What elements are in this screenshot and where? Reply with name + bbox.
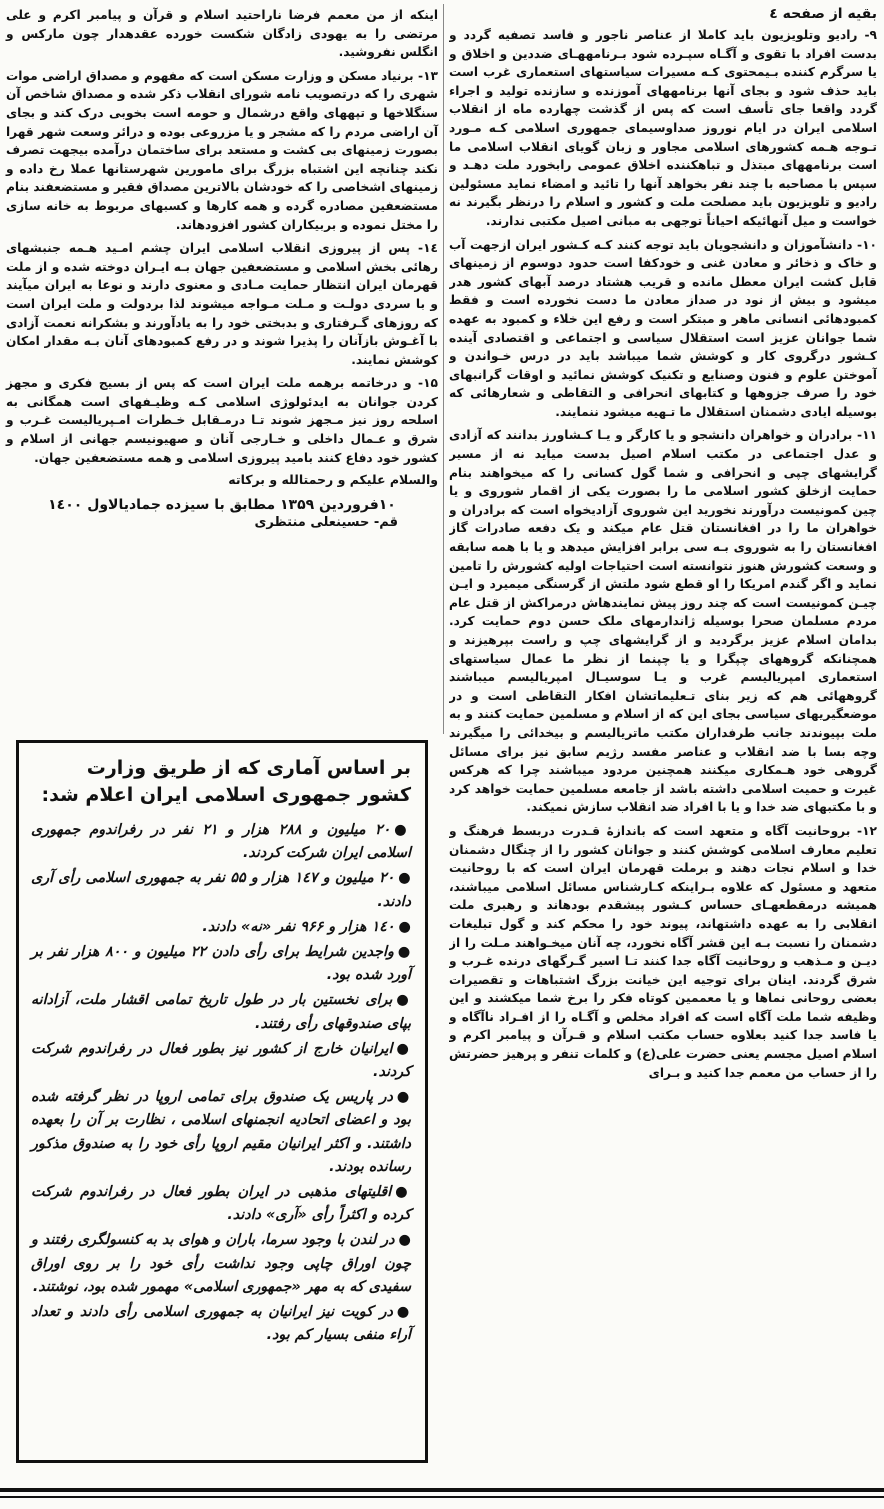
- article-paragraph: ۱۱- برادران و خواهران دانشجو و یا کارگر و یـا کـشاورز بدانند که آزادی و عدل اجتماعی در مکتب اسلام اصیل بدست میاید نه از مسیر گرایشهای چپی و انحرافی و شما گول کسانی را که میخواهند بنام حمایت ازخلق کشور اسلامی ما را بصورت یکی از اقمار شوروی و یا چین کمونیست درآورند نخورید این شوروی آزادیخواه است که برادران و خواهران ما را در افغانستان قتل عام میکند و یک دفعه صادرات گاز افغانستان را به شوروی بـه سی برابر افزایش میدهد و یا با همه سابقه و وسعت کشورش هنوز نتوانسته است احتیاجات اولیه کشورش را تامین نماید و اگر گندم امریکا را او قطع شود ملتش از گرسنگی میمیرد و ایـن چیـن کمونیست است که چند روز پیش نمایندهاش درمراکش از قتل عام مردم مسلمان صحرا بوسیله ژاندارمهای ملک حسن دوم حمایت کرد. بدامان اسلام عزیز برگردید و از گرایشهای چپ و راست بپرهیزند و همچنانکه گروههای چپگرا و یا چپنما از نظر ما عمال سیاستهای استعماری امپریالیسم غرب و یـا سوسیـال امپریالیسم میباشند گروههائی هم که زیر بنای تـعلیماتشان افکار التقاطی است و در موضعگیریهای سیاسی بجای این که از اسلام و مسلمین حمایت کنند و به ملت بپیوندند جانب طرفداران مکتب ماتریالیسم و بیخدائی را میگیرند وچه بسا با ضد انقلاب و عناصر مفسد رژیم سابق نیز برای مسائل گروهی خود هـمکاری میکنند همچنین مردود میباشند چرا که هرکس غیرت و حمیت اسلامی داشته باشد از جامعه مسلمین حمایت خواهد کرد و با مکتبهای ضد خدا و یا با افراد ضد انقلاب سازش نمیکند.: [449, 428, 877, 815]
- bottom-rule-thick: [0, 1488, 884, 1492]
- bullet-icon: ●: [396, 1089, 411, 1106]
- bullet-icon: ●: [394, 822, 412, 838]
- bullet-icon: ●: [397, 944, 411, 961]
- article-paragraph: اینکه از من معمم فرضا ناراحتید اسلام و قرآن و پیامبر اکرم و علی مرتضی را به یهودی زادگان شکست خورده عقدهدار چون مارکس و انگلس نفروشید.: [6, 8, 438, 60]
- statistic-item: ●۱٤۰ هزار و ۹۶۶ نفر «نه» دادند.: [202, 918, 411, 935]
- date-line: ۱۰فروردین ۱۳۵۹ مطابق با سیزده جمادیالاول ۱٤۰۰: [48, 497, 396, 514]
- right-column: [449, 6, 877, 1476]
- bullet-icon: ●: [396, 992, 412, 1009]
- statistic-item: ●در لندن با وجود سرما، باران و هوای بد به کنسولگری رفتند و چون اوراق چاپی وجود نداشت رأی خود را بر روی اوراق سفیدی که به مهر «جمهوری اسلامی» مهمور شده بود، نوشتند.: [31, 1232, 411, 1295]
- statistics-list: [31, 819, 411, 1347]
- bullet-icon: ●: [398, 870, 411, 887]
- article-paragraph: ۹- رادیو وتلویزیون باید کاملا از عناصر ناجور و فاسد تصفیه گردد و بدست افراد با تقوی و آگـاه سپـرده شود بـرنامههـای ضددین و اخلاق و یا سرگرم کننده بـیمحتوی کـه مسیرات سیاستهای استعماری غرب است باید حذف شود و بجای آنها برنامههای آموزنده و سازنده تولید و اجراء گردد واقعا جای تأسف است که پس از گذشت چهارده ماه از انقلاب اسلامی ایران در ایام نوروز صداوسیمای جمهوری اسلامی کـه مـورد تـوجه هـمه کشورهای اسلامی مجاور و زبان گویای انقلاب اسلامی ما است برنامههای مبتذل و تباهکننده اخلاق عمومی رابخورد ملت دهـد و سپس با مصاحبه با چند نفر بخواهد آنها را تائید و امضاء نماید مسئولین رادیو و تلویزیون باید مصلحت ملت و کشور و اسلام را درنظر بگیرند نه خواست و میل آنهائیکه احیاناً توجهی به مبانی اصیل مکتبی ندارند.: [449, 28, 877, 228]
- statistic-item: ●اقلیتهای مذهبی در ایران بطور فعال در رفراندوم شرکت کرده و اکثراً رأی «آری» دادند.: [31, 1184, 411, 1224]
- bullet-icon: ●: [398, 918, 411, 935]
- article-paragraph: ۱٤- پس از پیروزی انقلاب اسلامی ایران چشم امـید هـمه جنبشهای رهائی بخش اسلامی و مستضعفین جهان بـه ایـران دوخته شده و از ملت قهرمان ایران انتظار حمایت مـادی و معنوی دارند و نوعا به ایران میآیند و با سردی دولـت و مـلت مـواجه میشوند لذا بردولت و ملت ایران است که روزهای گـرفتاری و بدبختی خود را به یادآورند و بشکرانه نعمت آزادی با آغـوش بازآنان را پذیرا شوند و در رفع کمبودهای آنان بـه مقدار امکان کوشش نمایند.: [6, 241, 438, 367]
- continuation-heading: بقیه از صفحه ٤: [769, 6, 877, 22]
- statistic-item: ●در کویت نیز ایرانیان به جمهوری اسلامی رأی دادند و تعداد آراء منفی بسیار کم بود.: [31, 1304, 411, 1344]
- statistics-box-title: بر اساس آماری که از طریق وزارت کشور جمهوری اسلامی ایران اعلام شد:: [41, 757, 411, 806]
- statistic-item: ●واجدین شرایط برای رأی دادن ۲۲ میلیون و ۸۰۰ هزار نفر بر آورد شده بود.: [31, 944, 411, 984]
- statistic-item: ●در پاریس یک صندوق برای تمامی اروپا در نظر گرفته شده بود و اعضای اتحادیه انجمنهای اسلامی ، نظارت بر آن را بعهده داشتند. و اکثر ایرانیان مقیم اروپا رأی خود را به صندوق مذکور رسانده بودند.: [31, 1089, 411, 1175]
- bullet-icon: ●: [398, 1232, 411, 1249]
- statistic-item: ●۲۰ میلیون و ۱٤۷ هزار و ۵۵ نفر به جمهوری اسلامی رأی آری دادند.: [31, 870, 411, 910]
- statistics-box: [16, 740, 428, 1463]
- bottom-rule-thin: [0, 1496, 884, 1498]
- signature: قم- حسینعلی منتظری: [254, 515, 398, 531]
- closing-greeting: والسلام علیکم و رحمتالله و برکاته: [228, 472, 438, 488]
- article-paragraph: ۱۰- دانشآموزان و دانشجویان باید توجه کنند کـه کـشور ایران ازجهت آب و خاک و ذخائر و معادن غنی و خودکفا است حدود دوسوم از زمینهای قابل کشت ایران معطل مانده و قریب هشتاد درصد آبهای کشور هدر میشود و بیش از نود در صداز معادن ما دست نخورده است و فقط کمبودهائی انسانی ماهر و مبتکر است و رفع این خلاء و کمبود به عهده شما جوانان عزیز است استقلال سیاسی و اجتماعی و اقتصادی آینده کـشور درگروی کار و کوشش شما میباشد باید در درس خـواندن و آموختن علوم و فنون وصنایع و تکنیک کوشش نمائید و اوقات گرانبهای خود را صرف جزوهها و کتابهای انحرافی و التقاطی و شعارهائی که بوسیله ایادی دشمنان استقلال ما تـهیه میشود ننمایند.: [449, 237, 877, 419]
- statistic-item: ●برای نخستین بار در طول تاریخ تمامی اقشار ملت، آزادانه بپای صندوقهای رأی رفتند.: [31, 992, 412, 1032]
- article-paragraph: ۱۲- بروحانیت آگاه و متعهد است که باندازهٔ قـدرت دربسط فرهنگ و تعلیم معارف اسلامی کوشش کنند و جوانان کشور را از چنگال دشمنان خدا و اسلام نجات دهند و برملت قهرمان ایران است که با روحانیت متعهد و مسئول که علاوه بـراینکه کـارشناس مسائل اسلامی میباشند، همیشه درمقطعهـای حساس کـشور پیشقدم بودهاند و رهبری ملت انقلابی را به عهده داشتهاند، پیوند خود را محکم کند و گول تبلیغات دشمنان را نسبت بـه این قشر آگاه نخورد، چه آنان میخـواهند مـلت را از دیـن و مـذهب و روحانیت آگاه جدا کنند تـا اسیر گـرگهای درنده غـرب و شرق گردند. اینان برای توجیه این خیانت بزرگ اشتباهات و تقصیرات بعضی روحانی نماها و یا معممین کوتاه فکر را برخ شما میکشند و این وظیفه شما ملت آگاه است که افراد مخلص و آگـاه را از افـراد ناآگاه و یا فاسد جدا کنید بعلاوه حساب مکتب اسلام و قـرآن و پیامبر اکرم و اسلام اصیل مجسم یعنی حضرت علی(ع) و کلمات تنفر و پرهیز حضرتش را از حساب من معمم جدا کنید و بـرای: [449, 823, 877, 1080]
- bullet-icon: ●: [396, 1304, 411, 1321]
- bullet-icon: ●: [396, 1040, 411, 1057]
- column-divider: [443, 4, 444, 734]
- bullet-icon: ●: [395, 1184, 411, 1201]
- article-paragraph: ۱۵- و درخاتمه برهمه ملت ایران است که پس از بسیج فکری و مجهز کردن جوانان به ایدئولوژی اسلامی کـه وظیـفهای است همگانی به اسلحه روز نیز مـجهز شوند تـا درمـقابل خـطرات امـپریالیست غـرب و شرق و عـمال داخلی و خـارجی آنان و صهیونیسم جهانی از اسلام و کشور خود دفاع کنند بامید پیروزی اسلامی و همه مستضعفین جهان.: [6, 376, 438, 465]
- article-paragraph: ۱۳- برنیاد مسکن و وزارت مسکن است که مفهوم و مصداق اراضی موات شهری را که درتصویب نامه شورای انقلاب ذکر شده و مصداق شاخص آن سنگلاخها و تپههای واقع درشمال و حومه است بخوبی درک کند و بجای آن اراضی مردم را که مشجر و یا مزروعی بوده و درائر وسعت شهر قهرا بصورت زمینهای بی کشت و مستعد برای ساختمان درآمده بیجهت تصرف نکند چنانچه این اشتباه بزرگ برای مامورین شهرستانها عملا رخ داده و زمینهای اشخاصی را که خودشان بالاترین مصداق فقیر و مستضعفند بنام مستضعفین مصادره گرده و همه کارها و کسبهای مربوط به خانه سازی را مختل نموده و بربیکاران کشور افزودهاند.: [6, 68, 438, 232]
- left-column: [6, 6, 438, 530]
- statistic-item: ●ایرانیان خارج از کشور نیز بطور فعال در رفراندوم شرکت کردند.: [31, 1040, 411, 1081]
- statistic-item: ●۲۰ میلیون و ۲۸۸ هزار و ۲۱ نفر در رفراندوم جمهوری اسلامی ایران شرکت کردند.: [31, 822, 412, 862]
